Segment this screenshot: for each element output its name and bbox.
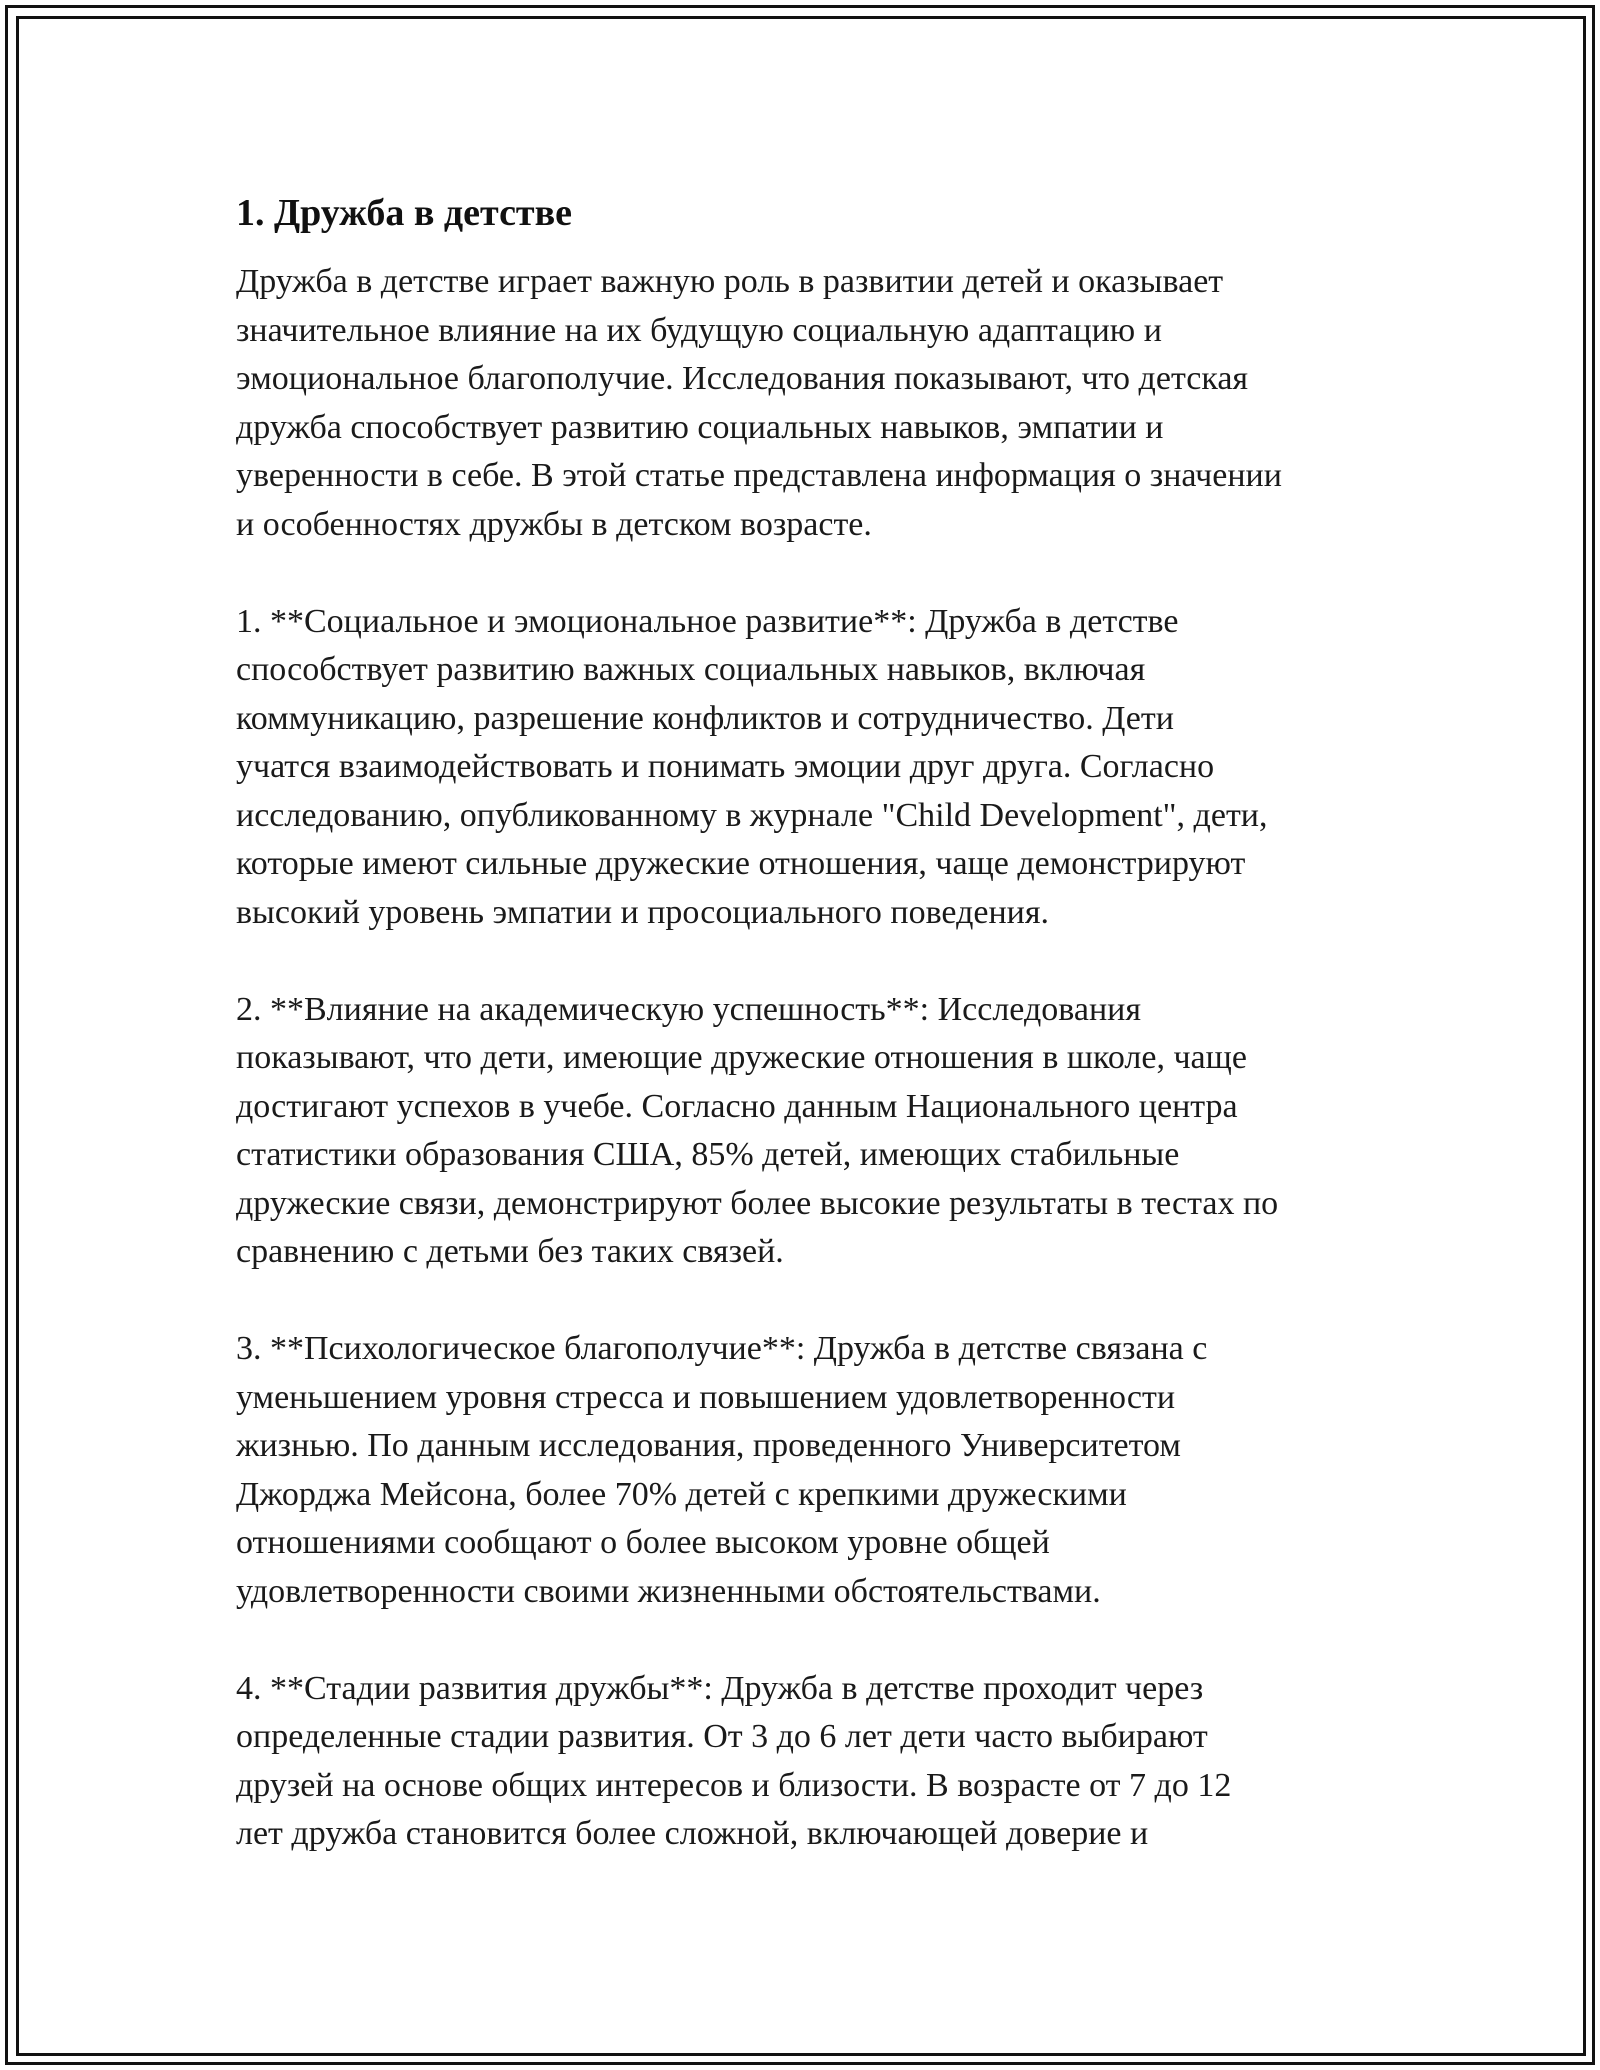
paragraph-line: способствует развитию важных социальных навыков, включая (236, 651, 1146, 688)
paragraph-line: уверенности в себе. В этой статье представлена информация о значении (236, 457, 1282, 494)
paragraph-line: статистики образования США, 85% детей, имеющих стабильные (236, 1136, 1180, 1173)
list-item-academic-success (236, 986, 1376, 1277)
list-item-psychological-wellbeing (236, 1325, 1376, 1616)
intro-paragraph (236, 258, 1376, 549)
paragraph-line: высокий уровень эмпатии и просоциального поведения. (236, 893, 1049, 931)
document-body (236, 188, 1376, 1907)
paragraph-line: учатся взаимодействовать и понимать эмоции друг друга. Согласно (236, 748, 1215, 785)
paragraph-line: дружба способствует развитию социальных навыков, эмпатии и (236, 408, 1164, 446)
paragraph-line: эмоциональное благополучие. Исследования показывают, что детская (236, 360, 1249, 397)
paragraph-line: Джорджа Мейсона, более 70% детей с крепкими дружескими (236, 1475, 1127, 1513)
list-item-social-emotional (236, 598, 1376, 938)
paragraph-line: 1. **Социальное и эмоциональное развитие**: Дружба в детстве (236, 602, 1179, 640)
paragraph-line: удовлетворенности своими жизненными обстоятельствами. (236, 1572, 1101, 1610)
paragraph-line: значительное влияние на их будущую социальную адаптацию и (236, 311, 1162, 349)
paragraph-line: 2. **Влияние на академическую успешность**: Исследования (236, 990, 1141, 1028)
paragraph-line: 3. **Психологическое благополучие**: Дружба в детстве связана с (236, 1330, 1208, 1367)
paragraph-line: показывают, что дети, имеющие дружеские отношения в школе, чаще (236, 1039, 1247, 1076)
paragraph-line: исследованию, опубликованному в журнале "Child Development", дети, (236, 796, 1268, 834)
document-heading: 1. Дружба в детстве (236, 192, 572, 234)
paragraph-line: сравнению с детьми без таких связей. (236, 1233, 784, 1270)
paragraph-line: коммуникацию, разрешение конфликтов и сотрудничество. Дети (236, 699, 1174, 737)
paragraph-line: и особенностях дружбы в детском возрасте. (236, 505, 872, 543)
paragraph-line: достигают успехов в учебе. Согласно данным Национального центра (236, 1087, 1238, 1125)
paragraph-line: отношениями сообщают о более высоком уровне общей (236, 1524, 1050, 1561)
paragraph-line: которые имеют сильные дружеские отношения, чаще демонстрируют (236, 845, 1246, 882)
paragraph-line: 4. **Стадии развития дружбы**: Дружба в детстве проходит через (236, 1669, 1204, 1707)
list-item-friendship-stages (236, 1665, 1376, 1859)
paragraph-line: Дружба в детстве играет важную роль в развитии детей и оказывает (236, 263, 1224, 300)
paragraph-line: жизнью. По данным исследования, проведенного Университетом (236, 1427, 1181, 1464)
paragraph-line: друзей на основе общих интересов и близости. В возрасте от 7 до 12 (236, 1766, 1232, 1804)
paragraph-line: уменьшением уровня стресса и повышением удовлетворенности (236, 1378, 1176, 1416)
paragraph-line: определенные стадии развития. От 3 до 6 лет дети часто выбирают (236, 1718, 1208, 1755)
paragraph-line: лет дружба становится более сложной, включающей доверие и (236, 1815, 1149, 1852)
paragraph-line: дружеские связи, демонстрируют более высокие результаты в тестах по (236, 1184, 1279, 1222)
